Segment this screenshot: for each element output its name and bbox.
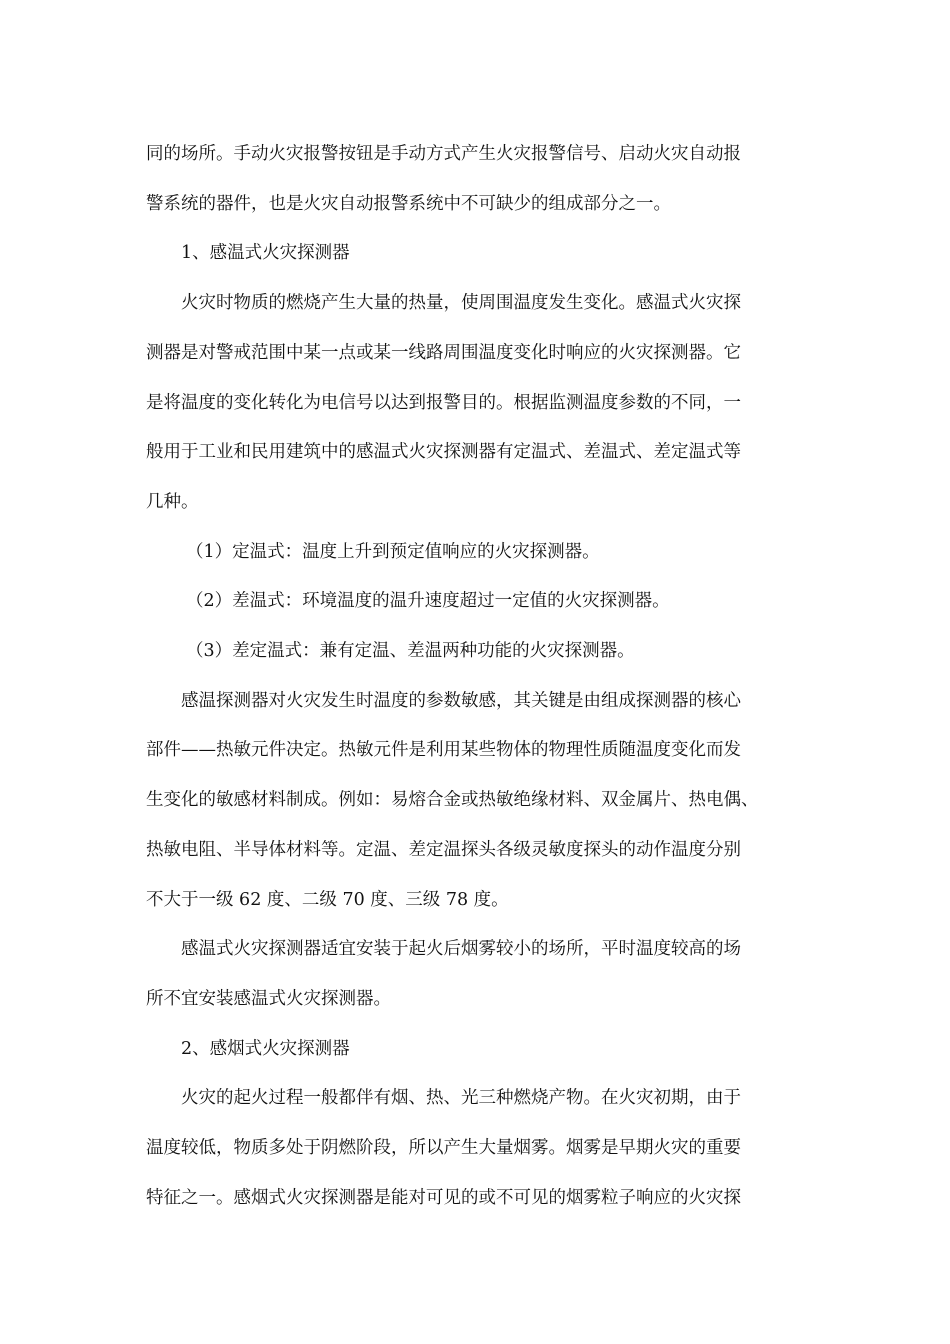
text-line: 感温探测器对火灾发生时温度的参数敏感，其关键是由组成探测器的核心 [181,690,741,711]
text-line: 2、感烟式火灾探测器 [181,1038,350,1059]
text-line: 部件——热敏元件决定。热敏元件是利用某些物体的物理性质随温度变化而发 [146,740,741,761]
paragraph [146,1025,810,1075]
text-line: （1）定温式：温度上升到预定值响应的火灾探测器。 [186,541,600,562]
text-line: 般用于工业和民用建筑中的感温式火灾探测器有定温式、差温式、差定温式等 [146,442,741,463]
text-line: 不大于一级 62 度、二级 70 度、三级 78 度。 [146,889,509,910]
text-line: 几种。 [146,491,199,512]
paragraph [146,528,810,578]
text-line: 生变化的敏感材料制成。例如：易熔合金或热敏绝缘材料、双金属片、热电偶、 [146,790,759,811]
text-line: 火灾的起火过程一般都伴有烟、热、光三种燃烧产物。在火灾初期，由于 [181,1088,741,1109]
text-line: 热敏电阻、半导体材料等。定温、差定温探头各级灵敏度探头的动作温度分别 [146,839,741,860]
text-line: （2）差温式：环境温度的温升速度超过一定值的火灾探测器。 [186,591,670,612]
text-line: 火灾时物质的燃烧产生大量的热量，使周围温度发生变化。感温式火灾探 [181,293,741,314]
paragraph [146,677,810,926]
text-line: 温度较低，物质多处于阴燃阶段，所以产生大量烟雾。烟雾是早期火灾的重要 [146,1138,741,1159]
text-line: 测器是对警戒范围中某一点或某一线路周围温度变化时响应的火灾探测器。它 [146,342,741,363]
paragraph [146,925,810,1024]
text-line: 是将温度的变化转化为电信号以达到报警目的。根据监测温度参数的不同，一 [146,392,741,413]
document-body [146,130,810,1223]
paragraph [146,130,810,229]
text-line: 感温式火灾探测器适宜安装于起火后烟雾较小的场所，平时温度较高的场 [181,939,741,960]
paragraph [146,577,810,627]
paragraph [146,1074,810,1223]
paragraph [146,279,810,528]
text-line: 特征之一。感烟式火灾探测器是能对可见的或不可见的烟雾粒子响应的火灾探 [146,1187,741,1208]
text-line: （3）差定温式：兼有定温、差温两种功能的火灾探测器。 [186,641,635,662]
paragraph [146,229,810,279]
text-line: 同的场所。手动火灾报警按钮是手动方式产生火灾报警信号、启动火灾自动报 [146,144,741,164]
text-line: 所不宜安装感温式火灾探测器。 [146,988,391,1009]
paragraph [146,627,810,677]
text-line: 1、感温式火灾探测器 [181,243,350,264]
text-line: 警系统的器件，也是火灾自动报警系统中不可缺少的组成部分之一。 [146,193,671,214]
